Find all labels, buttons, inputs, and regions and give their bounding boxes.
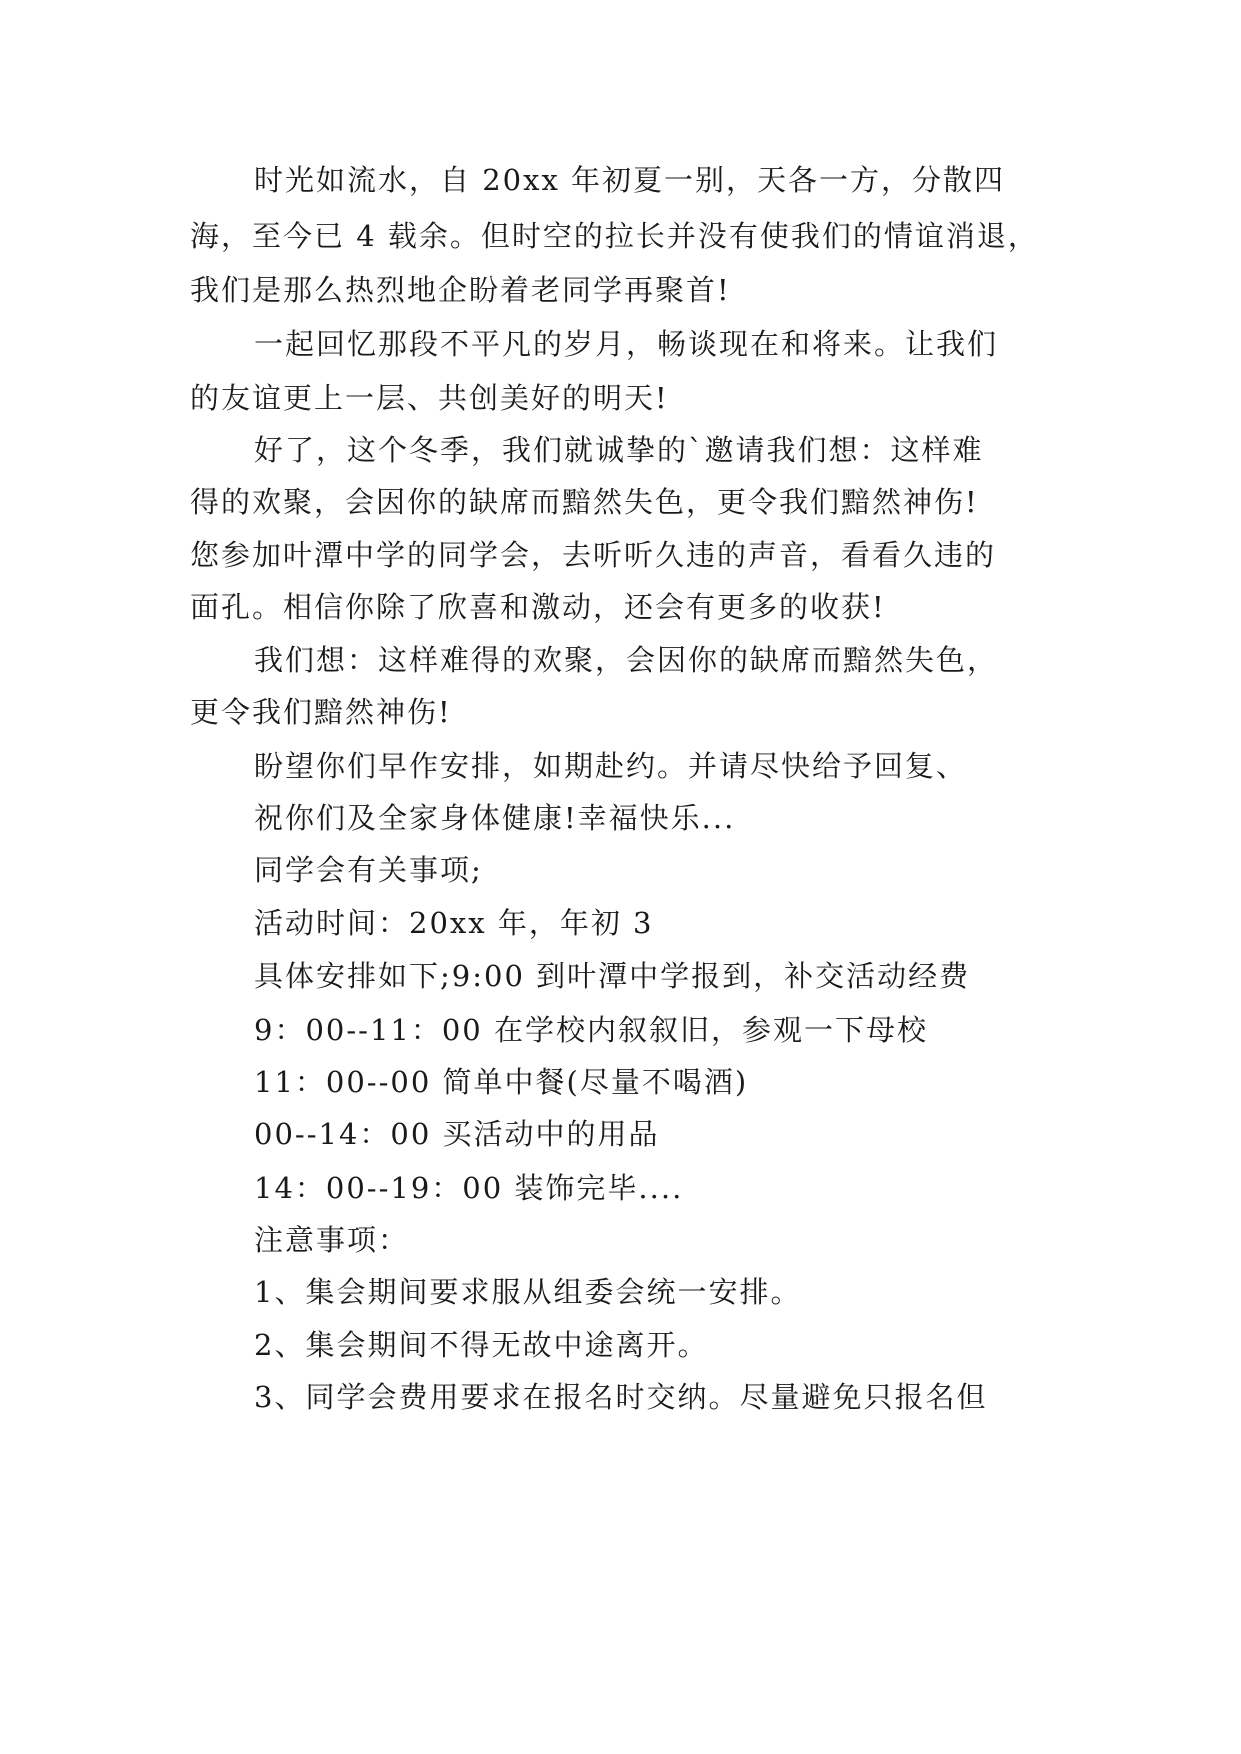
text-line: 活动时间：20xx 年，年初 3 bbox=[254, 906, 654, 940]
text-line: 好了，这个冬季，我们就诚挚的`邀请我们想：这样难 bbox=[254, 433, 984, 467]
text-line: 00--14：00 买活动中的用品 bbox=[254, 1117, 660, 1151]
text-line: 14：00--19：00 装饰完毕.... bbox=[254, 1171, 684, 1205]
text-line: 您参加叶潭中学的同学会，去听听久违的声音，看看久违的 bbox=[190, 538, 997, 572]
text-line: 同学会有关事项; bbox=[254, 853, 483, 887]
text-line: 祝你们及全家身体健康!幸福快乐... bbox=[254, 801, 736, 835]
text-line: 1、集会期间要求服从组委会统一安排。 bbox=[254, 1275, 802, 1309]
text-line: 我们是那么热烈地企盼着老同学再聚首! bbox=[190, 273, 731, 307]
text-line: 9：00--11：00 在学校内叙叙旧，参观一下母校 bbox=[254, 1013, 928, 1047]
text-line: 更令我们黯然神伤! bbox=[190, 695, 452, 729]
text-line: 得的欢聚，会因你的缺席而黯然失色，更令我们黯然神伤! bbox=[190, 485, 979, 519]
text-line: 注意事项： bbox=[254, 1223, 410, 1257]
text-line: 一起回忆那段不平凡的岁月，畅谈现在和将来。让我们 bbox=[254, 327, 999, 361]
text-line: 3、同学会费用要求在报名时交纳。尽量避免只报名但 bbox=[254, 1380, 988, 1414]
text-line: 2、集会期间不得无故中途离开。 bbox=[254, 1328, 709, 1362]
text-line: 面孔。相信你除了欣喜和激动，还会有更多的收获! bbox=[190, 590, 886, 624]
text-line: 我们想：这样难得的欢聚，会因你的缺席而黯然失色， bbox=[254, 643, 999, 677]
text-line: 的友谊更上一层、共创美好的明天! bbox=[190, 381, 669, 415]
text-line: 盼望你们早作安排，如期赴约。并请尽快给予回复、 bbox=[254, 749, 968, 783]
text-line: 时光如流水，自 20xx 年初夏一别，天各一方，分散四 bbox=[254, 163, 1006, 197]
text-line: 11：00--00 简单中餐(尽量不喝酒) bbox=[254, 1065, 749, 1099]
text-line: 海，至今已 4 载余。但时空的拉长并没有使我们的情谊消退， bbox=[190, 219, 1039, 253]
text-line: 具体安排如下;9:00 到叶潭中学报到，补交活动经费 bbox=[254, 959, 971, 993]
